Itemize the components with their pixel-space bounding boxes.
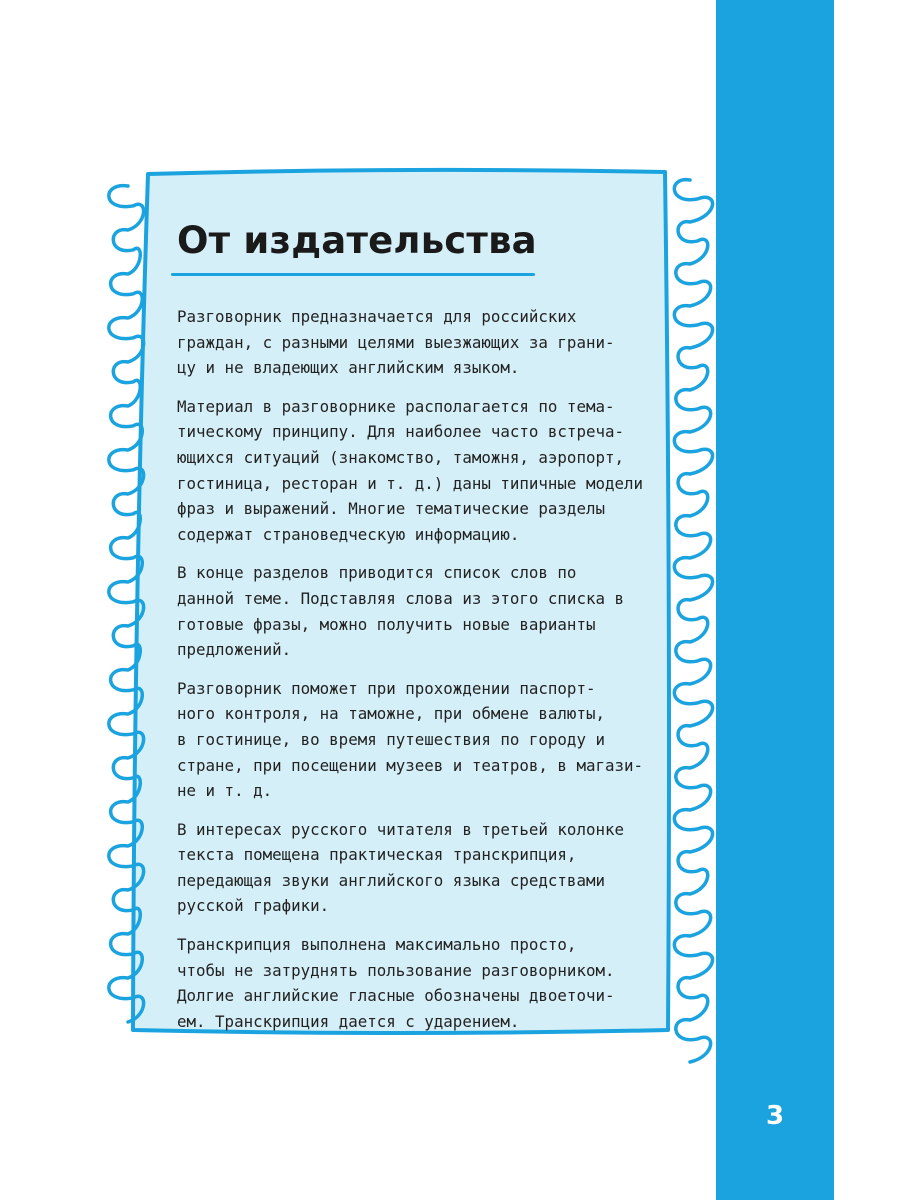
- text-line: ющихся ситуаций (знакомство, таможня, аэропорт,: [177, 447, 624, 467]
- text-line: В конце разделов приводится список слов по: [177, 563, 577, 583]
- text-line: тическому принципу. Для наиболее часто встреча-: [177, 422, 624, 442]
- text-line: в гостинице, во время путешествия по городу и: [177, 729, 605, 749]
- text-line: ного контроля, на таможне, при обмене валюты,: [177, 704, 605, 724]
- text-line: стране, при посещении музеев и театров, в магази-: [177, 755, 644, 775]
- text-line: Разговорник поможет при прохождении паспорт-: [177, 678, 596, 698]
- text-line: цу и не владеющих английским языком.: [177, 358, 520, 378]
- paragraph: [177, 817, 657, 919]
- text-line: Разговорник предназначается для российских: [177, 307, 577, 326]
- body-text: [177, 304, 657, 1034]
- text-line: содержат страноведческую информацию.: [177, 524, 520, 544]
- text-line: граждан, с разными целями выезжающих за грани-: [177, 332, 615, 352]
- title-underline: [171, 273, 535, 276]
- text-line: Материал в разговорнике располагается по тема-: [177, 396, 615, 416]
- right-squiggle: [674, 180, 712, 1062]
- paragraph: [177, 304, 657, 381]
- text-line: передающая звуки английского языка средствами: [177, 870, 605, 890]
- paragraph: [177, 560, 657, 662]
- text-line: гостиница, ресторан и т. д.) даны типичные модели: [177, 473, 644, 493]
- paragraph: [177, 932, 657, 1034]
- text-line: предложений.: [177, 640, 292, 660]
- text-line: Долгие английские гласные обозначены двоеточи-: [177, 986, 615, 1006]
- text-line: готовые фразы, можно получить новые варианты: [177, 614, 596, 634]
- text-line: Транскрипция выполнена максимально просто,: [177, 935, 577, 955]
- text-line: данной теме. Подставляя слова из этого списка в: [177, 588, 624, 608]
- page-number: 3: [765, 1101, 785, 1131]
- paragraph: [177, 394, 657, 548]
- paragraph: [177, 676, 657, 804]
- page-title: От издательства: [177, 219, 537, 262]
- text-line: ем. Транскрипция дается с ударением.: [177, 1011, 520, 1031]
- text-line: фраз и выражений. Многие тематические разделы: [177, 499, 605, 519]
- text-line: чтобы не затруднять пользование разговорником.: [177, 960, 615, 980]
- text-line: В интересах русского читателя в третьей колонке: [177, 819, 624, 839]
- text-line: не и т. д.: [177, 781, 273, 801]
- text-line: текста помещена практическая транскрипция,: [177, 845, 577, 865]
- text-line: русской графики.: [177, 896, 330, 916]
- article: [177, 212, 657, 1047]
